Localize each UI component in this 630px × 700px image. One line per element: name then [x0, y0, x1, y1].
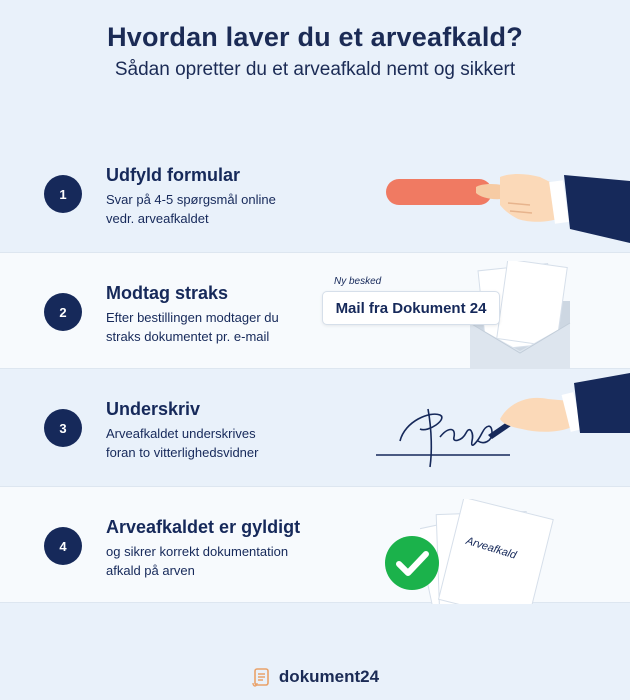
step-text-2 — [106, 283, 336, 346]
mail-notification-card: Mail fra Dokument 24 — [322, 291, 500, 325]
green-check-icon — [384, 535, 440, 591]
step-desc-1 — [106, 190, 336, 228]
step-desc-3 — [106, 424, 336, 462]
scroll-icon — [251, 666, 273, 688]
step-desc-2-line-2: straks dokumentet pr. e-mail — [106, 329, 270, 344]
step-desc-4-line-2: afkald på arven — [106, 563, 195, 578]
step-row-4 — [0, 486, 630, 603]
step-desc-4 — [106, 542, 336, 580]
step-desc-1-line-2: vedr. arveafkaldet — [106, 211, 209, 226]
step-text-4 — [106, 517, 336, 580]
step-desc-2 — [106, 308, 336, 346]
signature-icon — [400, 409, 492, 467]
step-title-4: Arveafkaldet er gyldigt — [106, 517, 301, 537]
sleeve-icon — [564, 175, 630, 243]
header — [0, 22, 630, 81]
step-row-2 — [0, 252, 630, 369]
step-desc-1-line-1: Svar på 4-5 spørgsmål online — [106, 192, 276, 207]
step-text-3 — [106, 399, 336, 462]
signing-hand-illustration — [370, 371, 630, 483]
page-title: Hvordan laver du et arveafkald? — [107, 22, 523, 52]
step-row-1 — [0, 135, 630, 252]
footer — [0, 666, 630, 688]
step-text-1 — [106, 165, 336, 228]
step-desc-3-line-1: Arveafkaldet underskrives — [106, 426, 256, 441]
step-desc-2-line-1: Efter bestillingen modtager du — [106, 310, 279, 325]
hand-pressing-button-illustration — [380, 165, 630, 245]
step-row-3 — [0, 369, 630, 486]
brand-name: dokument24 — [278, 667, 380, 686]
step-title-2: Modtag straks — [106, 283, 229, 303]
document-title: Arveafkald — [464, 535, 518, 562]
new-message-label: Ny besked — [334, 276, 382, 287]
step-title-1: Udfyld formular — [106, 165, 241, 185]
sleeve-icon — [574, 373, 630, 433]
step-number-3: 3 — [44, 409, 82, 447]
hand-icon — [500, 398, 572, 432]
step-number-1: 1 — [44, 175, 82, 213]
step-title-3: Underskriv — [106, 399, 201, 419]
step-number-4: 4 — [44, 527, 82, 565]
step-desc-3-line-2: foran to vitterlighedsvidner — [106, 445, 259, 460]
page-subtitle: Sådan opretter du et arveafkald nemt og sikkert — [114, 59, 516, 80]
step-number-2: 2 — [44, 293, 82, 331]
step-desc-4-line-1: og sikrer korrekt dokumentation — [106, 544, 289, 559]
